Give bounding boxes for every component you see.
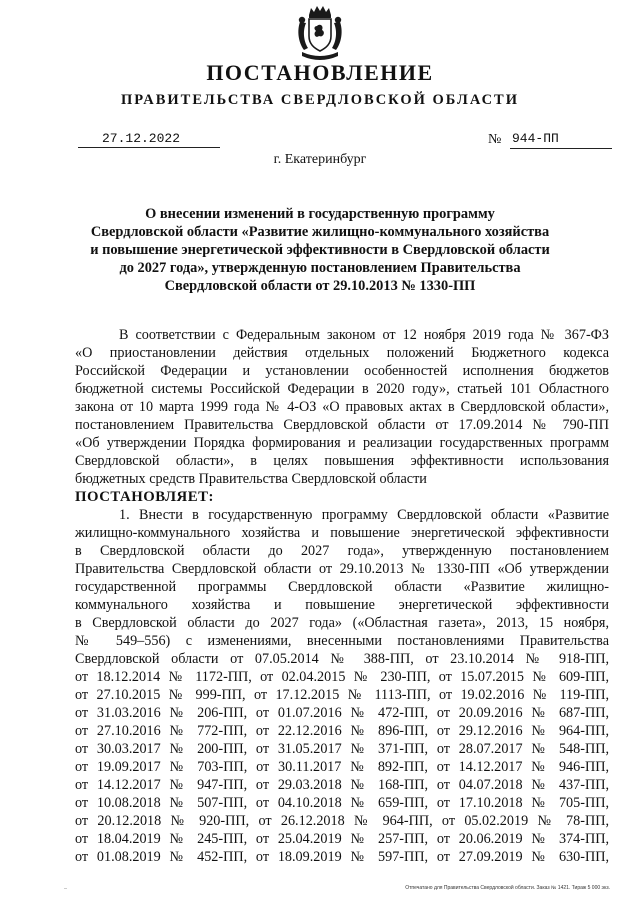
text-line: 1. Внести в государственную программу Свердловской области «Развитие — [119, 507, 609, 523]
text-line: от 31.03.2016 № 206-ПП, от 01.07.2016 № 472-ПП, от 20.09.2016 № 687-ПП, — [75, 705, 609, 721]
text-line: от 01.08.2019 № 452-ПП, от 18.09.2019 № 597-ПП, от 27.09.2019 № 630-ПП, — [75, 849, 609, 865]
text-line: в Свердловской области до 2027 года» («Областная газета», 2013, 15 ноября, — [75, 615, 609, 631]
text-line: бюджетной системы Российской Федерации в 2020 году», статьей 101 Областного — [75, 381, 609, 397]
text-line: коммунального хозяйства и повышение энергетической эффективности — [75, 597, 609, 613]
text-line: в Свердловской области до 2027 года», утвержденную постановлением — [75, 543, 609, 559]
text-line: Правительства Свердловской области от 29.10.2013 № 1330-ПП «Об утверждении — [75, 561, 609, 577]
text-line: бюджетных средств Правительства Свердловской области — [75, 471, 427, 487]
text-line: от 27.10.2015 № 999-ПП, от 17.12.2015 № 1113-ПП, от 19.02.2016 № 119-ПП, — [75, 687, 609, 703]
coat-of-arms-icon — [296, 6, 344, 64]
text-line: от 19.09.2017 № 703-ПП, от 30.11.2017 № 892-ПП, от 14.12.2017 № 946-ПП, — [75, 759, 609, 775]
print-imprint: Отпечатано для Правительства Свердловской области. Заказ № 1421. Тираж 5 000 экз. — [405, 885, 610, 891]
heading-line: и повышение энергетической эффективности в Свердловской области — [90, 242, 550, 258]
scan-mark — [64, 888, 67, 889]
date-field — [78, 131, 220, 148]
text-line: от 27.10.2016 № 772-ПП, от 22.12.2016 № 896-ПП, от 29.12.2016 № 964-ПП, — [75, 723, 609, 739]
text-line: № 549–556) с изменениями, внесенными постановлениями Правительства — [75, 633, 609, 649]
text-line: В соответствии с Федеральным законом от 12 ноября 2019 года № 367-ФЗ — [119, 327, 609, 343]
document-date: 27.12.2022 — [102, 131, 181, 146]
text-line: от 30.03.2017 № 200-ПП, от 31.05.2017 № 371-ПП, от 28.07.2017 № 548-ПП, — [75, 741, 609, 757]
document-body — [75, 326, 609, 866]
text-line: постановлением Правительства Свердловской области от 17.09.2014 № 790-ПП — [75, 417, 609, 433]
preamble-paragraph — [75, 326, 609, 488]
text-line: от 10.08.2018 № 507-ПП, от 04.10.2018 № 659-ПП, от 17.10.2018 № 705-ПП, — [75, 795, 609, 811]
text-line: от 14.12.2017 № 947-ПП, от 29.03.2018 № 168-ПП, от 04.07.2018 № 437-ПП, — [75, 777, 609, 793]
text-line: жилищно-коммунального хозяйства и повышение энергетической эффективности — [75, 525, 609, 541]
heading-line: до 2027 года», утвержденную постановлением Правительства — [119, 260, 521, 276]
number-sign: № — [488, 132, 502, 147]
text-line: Российской Федерации и установлении особенностей исполнения бюджетов — [75, 363, 609, 379]
number-underline — [510, 148, 612, 149]
heading-line: Свердловской области «Развитие жилищно-коммунального хозяйства — [90, 224, 550, 240]
text-line: «Об утверждении Порядка формирования и реализации государственных программ — [75, 435, 609, 451]
text-line: закона от 10 марта 1999 года № 4-ОЗ «О правовых актах в Свердловской области», — [75, 399, 609, 415]
item-1-paragraph — [75, 506, 609, 866]
document-title: ПОСТАНОВЛЕНИЕ — [206, 60, 434, 85]
text-line: от 18.04.2019 № 245-ПП, от 25.04.2019 № 257-ПП, от 20.06.2019 № 374-ПП, — [75, 831, 609, 847]
text-line: от 20.12.2018 № 920-ПП, от 26.12.2018 № 964-ПП, от 05.02.2019 № 78-ПП, — [75, 813, 609, 829]
heading-line: Свердловской области от 29.10.2013 № 1330-ПП — [164, 278, 476, 294]
city-name: г. Екатеринбург — [273, 152, 367, 167]
text-line: от 18.12.2014 № 1172-ПП, от 02.04.2015 № 230-ПП, от 15.07.2015 № 609-ПП, — [75, 669, 609, 685]
text-line: Свердловской области от 07.05.2014 № 388-ПП, от 23.10.2014 № 918-ПП, — [75, 651, 609, 667]
document-heading — [90, 205, 550, 295]
document-number: 944-ПП — [512, 131, 559, 146]
text-line: «О приостановлении действия отдельных положений Бюджетного кодекса — [75, 345, 609, 361]
decree-word: ПОСТАНОВЛЯЕТ: — [75, 489, 214, 505]
document-subtitle: ПРАВИТЕЛЬСТВА СВЕРДЛОВСКОЙ ОБЛАСТИ — [120, 92, 520, 108]
text-line: Свердловской области», в целях повышения эффективности использования — [75, 453, 609, 469]
text-line: государственной программы Свердловской области «Развитие жилищно- — [75, 579, 609, 595]
heading-line: О внесении изменений в государственную программу — [145, 206, 495, 222]
